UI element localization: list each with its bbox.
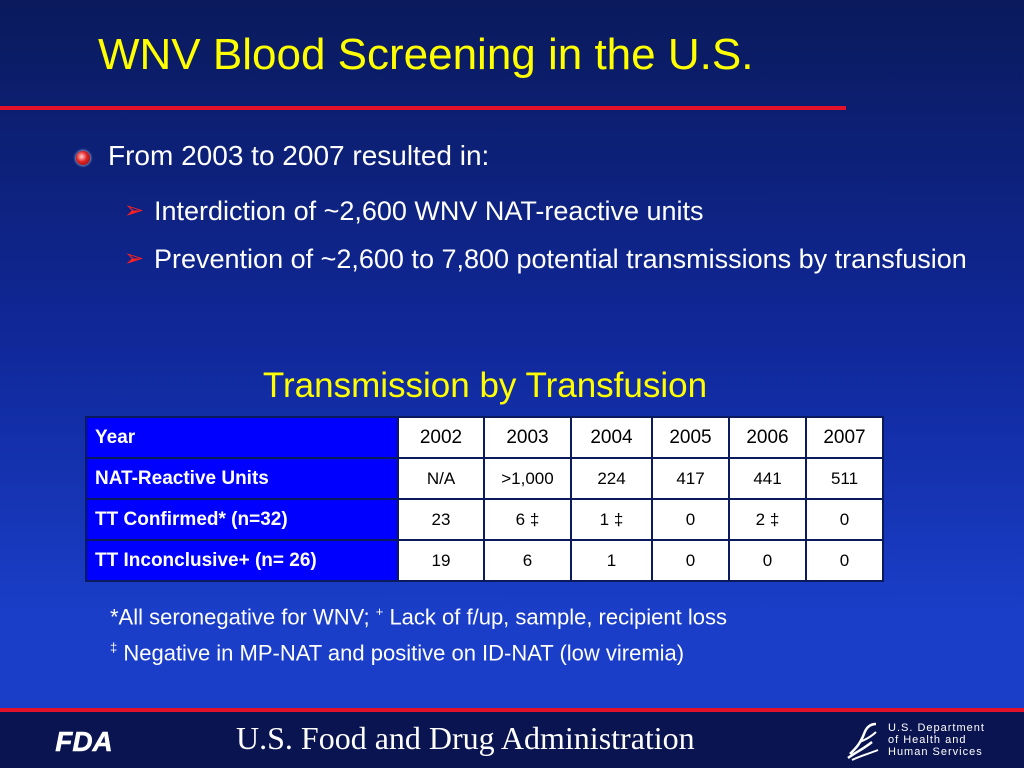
- table-cell: 224: [571, 458, 652, 499]
- table-cell: 0: [652, 499, 729, 540]
- year-cell: 2007: [806, 417, 883, 458]
- year-cell: 2006: [729, 417, 806, 458]
- row-label: TT Confirmed* (n=32): [86, 499, 398, 540]
- bullet-dot-icon: [76, 151, 90, 165]
- row-label: TT Inconclusive+ (n= 26): [86, 540, 398, 581]
- title-divider: [0, 106, 846, 110]
- main-bullet-text: From 2003 to 2007 resulted in:: [108, 140, 490, 171]
- footer-bar: [0, 712, 1024, 768]
- table-row: [86, 499, 883, 540]
- table-cell: 0: [652, 540, 729, 581]
- svg-text:FDA: FDA: [55, 726, 113, 756]
- transmission-table: [85, 416, 884, 582]
- row-label: NAT-Reactive Units: [86, 458, 398, 499]
- sub-bullet-1: [124, 192, 704, 230]
- table-cell: 23: [398, 499, 484, 540]
- year-cell: 2004: [571, 417, 652, 458]
- footnote-1-a: *All seronegative for WNV;: [110, 604, 376, 630]
- year-cell: 2005: [652, 417, 729, 458]
- sub-bullet-2: [124, 240, 984, 278]
- hhs-line: of Health and: [888, 734, 967, 746]
- table-cell: 6: [484, 540, 571, 581]
- header-label: Year: [86, 417, 398, 458]
- hhs-eagle-icon: [842, 720, 882, 762]
- hhs-department-text: [888, 722, 985, 758]
- table-cell: 6 ‡: [484, 499, 571, 540]
- year-cell: 2003: [484, 417, 571, 458]
- table-cell: 0: [729, 540, 806, 581]
- sub-bullet-1-text: Interdiction of ~2,600 WNV NAT-reactive units: [154, 196, 704, 226]
- table-cell: 19: [398, 540, 484, 581]
- arrow-bullet-icon: ➢: [124, 245, 145, 272]
- table-cell: N/A: [398, 458, 484, 499]
- year-cell: 2002: [398, 417, 484, 458]
- footnote-2-b: Negative in MP-NAT and positive on ID-NAT (low viremia): [117, 640, 685, 666]
- hhs-line: Human Services: [888, 746, 983, 758]
- slide-title: WNV Blood Screening in the U.S.: [98, 30, 754, 79]
- table-cell: 0: [806, 499, 883, 540]
- hhs-line: U.S. Department: [888, 722, 985, 734]
- main-bullet: [76, 140, 489, 172]
- table-cell: 0: [806, 540, 883, 581]
- footnote-1-b: Lack of f/up, sample, recipient loss: [383, 604, 727, 630]
- table-cell: 441: [729, 458, 806, 499]
- table-cell: 511: [806, 458, 883, 499]
- footnote-1: [110, 604, 727, 630]
- footnote-2-sup: ‡: [110, 640, 118, 655]
- table-cell: 1: [571, 540, 652, 581]
- footnote-1-sup: +: [375, 604, 384, 619]
- table-cell: 1 ‡: [571, 499, 652, 540]
- table-cell: 2 ‡: [729, 499, 806, 540]
- table-title: Transmission by Transfusion: [262, 366, 708, 405]
- arrow-bullet-icon: ➢: [124, 197, 145, 224]
- table-cell: >1,000: [484, 458, 571, 499]
- fda-logo-icon: [40, 726, 128, 756]
- sub-bullet-2-text: Prevention of ~2,600 to 7,800 potential transmissions by transfusion: [154, 244, 967, 274]
- table-header-row: [86, 417, 883, 458]
- table-cell: 417: [652, 458, 729, 499]
- table-row: [86, 540, 883, 581]
- footnote-2: [110, 640, 684, 666]
- table-row: [86, 458, 883, 499]
- agency-name: U.S. Food and Drug Administration: [236, 720, 695, 756]
